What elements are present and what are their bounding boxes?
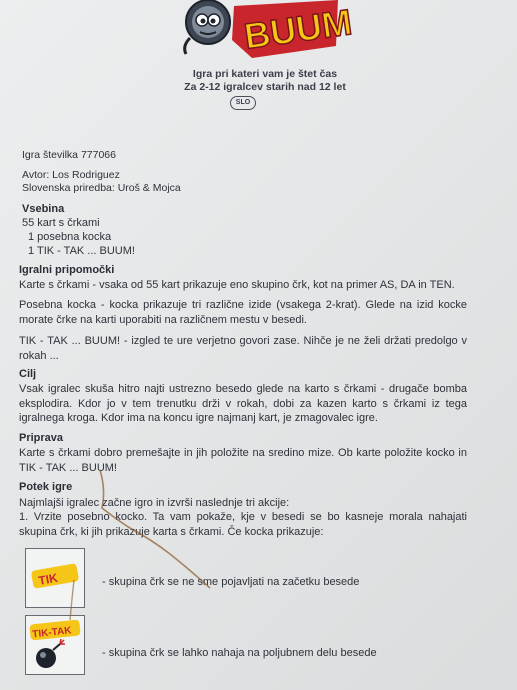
- paragraph-timer: TIK - TAK ... BUUM! - izgled te ure verjetno govori zase. Nihče je ne želi držati predolgo v rokah ...: [19, 335, 467, 362]
- subtitle-line-1: Igra pri kateri vam je štet čas: [192, 68, 338, 80]
- dice-face-label: TIK: [37, 570, 59, 588]
- section-heading-contents: Vsebina: [22, 203, 65, 215]
- paragraph-dice: Posebna kocka - kocka prikazuje tri različne izide (vsakega 2-krat). Glede na izid kocke morate črke na karti uporabiti na različnem mestu v besedi.: [19, 299, 467, 326]
- dice-face-description: - skupina črk se ne sme pojavljati na začetku besede: [102, 576, 360, 588]
- paper-crease: [60, 470, 240, 630]
- language-badge: SLO: [230, 96, 256, 110]
- section-heading-accessories: Igralni pripomočki: [19, 264, 115, 276]
- gameplay-intro: Najmlajši igralec začne igro in izvrši naslednje tri akcije:: [19, 497, 290, 509]
- list-item: 1 posebna kocka: [28, 231, 112, 243]
- author: Avtor: Los Rodriguez: [22, 169, 120, 181]
- list-item: 55 kart s črkami: [22, 217, 100, 229]
- bomb-clock-icon: [185, 0, 230, 54]
- tik-label-icon: [26, 549, 84, 607]
- paragraph-cards: Karte s črkami - vsaka od 55 kart prikazuje eno skupino črk, kot na primer AS, DA in TEN.: [19, 279, 455, 291]
- section-heading-gameplay: Potek igre: [19, 481, 73, 493]
- section-heading-goal: Cilj: [19, 368, 37, 380]
- dice-face-tik-tak: [25, 615, 85, 675]
- paragraph-goal: Vsak igralec skuša hitro najti ustrezno besedo glede na karto s črkami - drugače bomba eksplodira. Kdor jo v tem trenutku drži v rokah, dobi za kazen karto s črkami iz tega igralnega kroga. Kdor ima na koncu igre najmanj kart, je zmagovalec igre.: [19, 383, 467, 424]
- section-heading-preparation: Priprava: [19, 432, 64, 444]
- dice-face-label: TIK-TAK: [31, 625, 72, 641]
- tik-tak-bomb-icon: [26, 616, 84, 674]
- paragraph-preparation: Karte s črkami dobro premešajte in jih položite na sredino mize. Ob karte položite kocko in TIK - TAK ... BUUM!: [19, 447, 467, 474]
- buum-logo: [160, 0, 355, 62]
- list-item: 1 TIK - TAK ... BUUM!: [28, 245, 135, 257]
- dice-face-tik: [25, 548, 85, 608]
- game-number: Igra številka 777066: [22, 149, 116, 161]
- dice-face-description: - skupina črk se lahko nahaja na poljubnem delu besede: [102, 647, 377, 659]
- subtitle-line-2: Za 2-12 igralcev starih nad 12 let: [184, 81, 346, 93]
- logo-word: BUUM: [241, 1, 355, 57]
- gameplay-step-1: 1. Vrzite posebno kocko. Ta vam pokaže, kje v besedi se bo kasneje morala nahajati skupina črk, ki jih prikazuje karta s črkami. Če kocka prikazuje:: [19, 511, 467, 538]
- edition-credit: Slovenska priredba: Uroš & Mojca: [22, 182, 181, 194]
